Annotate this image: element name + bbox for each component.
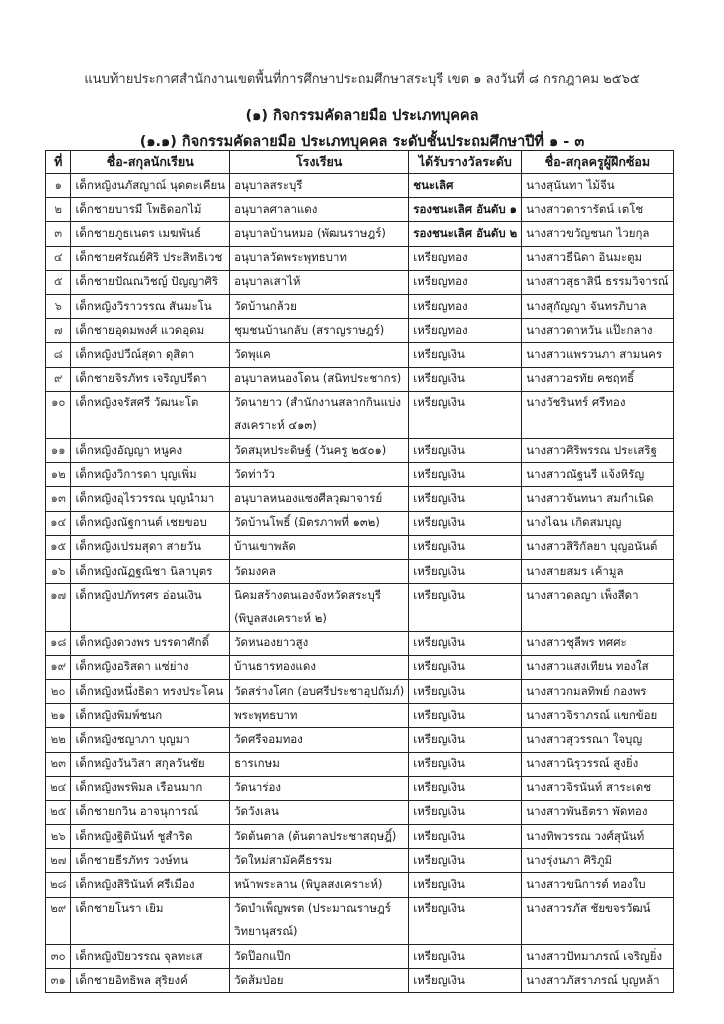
table-row bbox=[46, 487, 674, 511]
school-name: อนุบาลเสาไห้ bbox=[230, 270, 409, 294]
row-number: ๑๓ bbox=[46, 487, 71, 511]
award-level: เหรียญเงิน bbox=[409, 776, 522, 800]
award-level: เหรียญทอง bbox=[409, 246, 522, 270]
table-row bbox=[46, 800, 674, 824]
table-row bbox=[46, 294, 674, 318]
row-number: ๙ bbox=[46, 367, 71, 391]
student-name: เด็กหญิงปภัทรศร อ่อนเงิน bbox=[71, 584, 230, 608]
table-row bbox=[46, 825, 674, 849]
teacher-name: นางสาวดลญา เพ็งสีดา bbox=[522, 584, 673, 608]
teacher-name: นางสาวธีนิดา อินมะตูม bbox=[522, 246, 673, 270]
award-level: เหรียญเงิน bbox=[409, 367, 522, 391]
teacher-name: นางสาวแพรวนภา สามนคร bbox=[522, 343, 673, 367]
award-level: เหรียญทอง bbox=[409, 319, 522, 343]
row-number: ๒๗ bbox=[46, 849, 71, 873]
award-level: เหรียญเงิน bbox=[409, 439, 522, 463]
empty-cell bbox=[46, 607, 71, 631]
student-name: เด็กหญิงณัฐกานต์ เชยขอบ bbox=[71, 511, 230, 535]
row-number: ๒๕ bbox=[46, 800, 71, 824]
school-name-continuation: วิทยานุสรณ์) bbox=[230, 921, 409, 945]
teacher-name: นางสาวณัฐนรี แจ้งหิรัญ bbox=[522, 463, 673, 487]
teacher-name: นางสายสมร เค้ามูล bbox=[522, 560, 673, 584]
school-name: อนุบาลบ้านหมอ (พัฒนราษฎร์) bbox=[230, 222, 409, 246]
school-name: วัดส้มป่อย bbox=[230, 969, 409, 993]
table-row bbox=[46, 560, 674, 584]
teacher-name: นางสุนันทา ไม้จีน bbox=[522, 174, 673, 198]
teacher-name: นางสาวภัสราภรณ์ บุญหล้า bbox=[522, 969, 673, 993]
teacher-name: นางวัชรินทร์ ศรีทอง bbox=[522, 391, 673, 415]
table-row-continuation bbox=[46, 921, 674, 945]
school-name: วัดมงคล bbox=[230, 560, 409, 584]
award-level: เหรียญเงิน bbox=[409, 343, 522, 367]
table-header-row bbox=[46, 151, 674, 174]
school-name: นิคมสร้างตนเองจังหวัดสระบุรี bbox=[230, 584, 409, 608]
row-number: ๑๔ bbox=[46, 511, 71, 535]
table-row bbox=[46, 222, 674, 246]
row-number: ๒๖ bbox=[46, 825, 71, 849]
teacher-name: นางสาวสุวรรณา ใจบุญ bbox=[522, 728, 673, 752]
award-level: เหรียญทอง bbox=[409, 294, 522, 318]
row-number: ๕ bbox=[46, 270, 71, 294]
school-name: อนุบาลศาลาแดง bbox=[230, 198, 409, 222]
student-name: เด็กหญิงปิยวรรณ จุลทะเส bbox=[71, 945, 230, 969]
award-level: ชนะเลิศ bbox=[409, 174, 522, 198]
table-row bbox=[46, 655, 674, 679]
student-name: เด็กหญิงพิมพ์ชนก bbox=[71, 704, 230, 728]
row-number: ๒๔ bbox=[46, 776, 71, 800]
empty-cell bbox=[409, 921, 522, 945]
school-name: วัดสร่างโศก (อบศรีประชาอุปถัมภ์) bbox=[230, 679, 409, 703]
table-row bbox=[46, 439, 674, 463]
teacher-name: นางสาวดาหวัน แป๊ะกลาง bbox=[522, 319, 673, 343]
student-name: เด็กชายบารมี โพธิดอกไม้ bbox=[71, 198, 230, 222]
teacher-name: นางสาวนิรุวรรณ์ สูงยิ่ง bbox=[522, 752, 673, 776]
teacher-name: นางสาวจันทนา สมกำเนิด bbox=[522, 487, 673, 511]
award-level: เหรียญเงิน bbox=[409, 655, 522, 679]
student-name: เด็กหญิงเปรมสุดา สายวัน bbox=[71, 535, 230, 559]
student-name: เด็กชายโนรา เยิม bbox=[71, 897, 230, 921]
row-number: ๒๐ bbox=[46, 679, 71, 703]
award-level: เหรียญเงิน bbox=[409, 631, 522, 655]
award-level: รองชนะเลิศ อันดับ ๒ bbox=[409, 222, 522, 246]
award-level: เหรียญเงิน bbox=[409, 704, 522, 728]
award-level: เหรียญเงิน bbox=[409, 511, 522, 535]
table-row bbox=[46, 391, 674, 415]
table-row bbox=[46, 752, 674, 776]
school-name: อนุบาลหนองแซงศีลวุฒาจารย์ bbox=[230, 487, 409, 511]
school-name: วัดสมุหประดิษฐ์ (วันครู ๒๕๐๑) bbox=[230, 439, 409, 463]
table-row bbox=[46, 728, 674, 752]
student-name: เด็กหญิงดวงพร บรรดาศักดิ์ bbox=[71, 631, 230, 655]
table-row bbox=[46, 679, 674, 703]
row-number: ๖ bbox=[46, 294, 71, 318]
award-level: เหรียญเงิน bbox=[409, 728, 522, 752]
award-level: เหรียญเงิน bbox=[409, 873, 522, 897]
table-row bbox=[46, 945, 674, 969]
school-name: วัดป๊อกแป๊ก bbox=[230, 945, 409, 969]
table-row-continuation bbox=[46, 415, 674, 439]
teacher-name: นางสาวกมลทิพย์ กองพร bbox=[522, 679, 673, 703]
table-row bbox=[46, 463, 674, 487]
teacher-name: นางไฉน เกิดสมบุญ bbox=[522, 511, 673, 535]
student-name: เด็กหญิงพรพิมล เรือนมาก bbox=[71, 776, 230, 800]
table-row bbox=[46, 343, 674, 367]
school-name: บ้านเขาพลัด bbox=[230, 535, 409, 559]
teacher-name: นางสาวสิริกัลยา บุญอนันต์ bbox=[522, 535, 673, 559]
empty-cell bbox=[409, 607, 522, 631]
school-name: วัดบ้านโพธิ์ (มิตรภาพที่ ๑๓๒) bbox=[230, 511, 409, 535]
subsection-title: (๑.๑) กิจกรรมคัดลายมือ ประเภทบุคคล ระดับชั้นประถมศึกษาปีที่ ๑ - ๓ bbox=[139, 134, 585, 150]
table-row bbox=[46, 246, 674, 270]
teacher-name: นางสาวแสงเทียน ทองใส bbox=[522, 655, 673, 679]
table-row-continuation bbox=[46, 607, 674, 631]
student-name: เด็กชายจิรภัทร เจริญปรีดา bbox=[71, 367, 230, 391]
student-name: เด็กหญิงปวีณ์สุดา ดุสิตา bbox=[71, 343, 230, 367]
row-number: ๑๗ bbox=[46, 584, 71, 608]
table-row bbox=[46, 584, 674, 608]
row-number: ๗ bbox=[46, 319, 71, 343]
award-level: เหรียญเงิน bbox=[409, 897, 522, 921]
school-name: วัดหนองยาวสูง bbox=[230, 631, 409, 655]
empty-cell bbox=[46, 415, 71, 439]
row-number: ๑๒ bbox=[46, 463, 71, 487]
teacher-name: นางสาวสุธาสินี ธรรมวิจารณ์ bbox=[522, 270, 673, 294]
teacher-name: นางสาวอรทัย คชฤทธิ์ bbox=[522, 367, 673, 391]
row-number: ๓๐ bbox=[46, 945, 71, 969]
table-row bbox=[46, 174, 674, 198]
award-level: เหรียญเงิน bbox=[409, 584, 522, 608]
school-name-continuation: สงเคราะห์ ๔๑๓) bbox=[230, 415, 409, 439]
teacher-name: นางสาวศิริพรรณ ประเสริฐ bbox=[522, 439, 673, 463]
row-number: ๑๘ bbox=[46, 631, 71, 655]
student-name: เด็กชายปัณณวิชญ์ ปัญญาศิริ bbox=[71, 270, 230, 294]
row-number: ๒๑ bbox=[46, 704, 71, 728]
row-number: ๑๐ bbox=[46, 391, 71, 415]
empty-cell bbox=[522, 415, 673, 439]
student-name: เด็กหญิงหนึ่งธิดา ทรงประโคน bbox=[71, 679, 230, 703]
empty-cell bbox=[522, 921, 673, 945]
teacher-name: นางสาวพันธิตรา พัดทอง bbox=[522, 800, 673, 824]
table-body bbox=[46, 174, 674, 993]
student-name: เด็กหญิงวันวิสา สกุลวันชัย bbox=[71, 752, 230, 776]
empty-cell bbox=[409, 415, 522, 439]
table-row bbox=[46, 776, 674, 800]
school-name: ชุมชนบ้านกลับ (สราญราษฎร์) bbox=[230, 319, 409, 343]
award-level: เหรียญเงิน bbox=[409, 849, 522, 873]
school-name: วัดบำเพ็ญพรต (ประมาณราษฎร์ bbox=[230, 897, 409, 921]
teacher-name: นางสาวจิรนันท์ สาระเดช bbox=[522, 776, 673, 800]
student-name: เด็กหญิงอุไรวรรณ บุญนำมา bbox=[71, 487, 230, 511]
column-header-student: ชื่อ-สกุลนักเรียน bbox=[71, 151, 230, 174]
row-number: ๑ bbox=[46, 174, 71, 198]
school-name: วัดท่าวัว bbox=[230, 463, 409, 487]
teacher-name: นางสาวขนิการต์ ทองใบ bbox=[522, 873, 673, 897]
school-name: วัดนายาว (สำนักงานสลากกินแบ่ง bbox=[230, 391, 409, 415]
row-number: ๑๕ bbox=[46, 535, 71, 559]
empty-cell bbox=[522, 607, 673, 631]
student-name: เด็กหญิงวิการดา บุญเพิ่ม bbox=[71, 463, 230, 487]
teacher-name: นางสุกัญญา จันทรภิบาล bbox=[522, 294, 673, 318]
table-row bbox=[46, 535, 674, 559]
award-level: เหรียญเงิน bbox=[409, 800, 522, 824]
student-name: เด็กหญิงอัญญา หนูคง bbox=[71, 439, 230, 463]
row-number: ๒๙ bbox=[46, 897, 71, 921]
student-name: เด็กหญิงฐิตินันท์ ชูสำริด bbox=[71, 825, 230, 849]
school-name: อนุบาลวัดพระพุทธบาท bbox=[230, 246, 409, 270]
table-row bbox=[46, 270, 674, 294]
column-header-school: โรงเรียน bbox=[230, 151, 409, 174]
school-name: พระพุทธบาท bbox=[230, 704, 409, 728]
award-level: เหรียญเงิน bbox=[409, 945, 522, 969]
school-name: วัดวังเลน bbox=[230, 800, 409, 824]
row-number: ๑๑ bbox=[46, 439, 71, 463]
school-name: วัดพุแค bbox=[230, 343, 409, 367]
table-row bbox=[46, 969, 674, 993]
table-row bbox=[46, 873, 674, 897]
school-name: อนุบาลสระบุรี bbox=[230, 174, 409, 198]
empty-cell bbox=[71, 415, 230, 439]
row-number: ๒ bbox=[46, 198, 71, 222]
column-header-award: ได้รับรางวัลระดับ bbox=[409, 151, 522, 174]
school-name: บ้านธารทองแดง bbox=[230, 655, 409, 679]
student-name: เด็กชายธีรภัทร วงษ์ทน bbox=[71, 849, 230, 873]
empty-cell bbox=[46, 921, 71, 945]
table-row bbox=[46, 319, 674, 343]
student-name: เด็กชายอิทธิพล สุริยงค์ bbox=[71, 969, 230, 993]
student-name: เด็กชายกวิน อาจนุการณ์ bbox=[71, 800, 230, 824]
award-level: เหรียญเงิน bbox=[409, 560, 522, 584]
table-row bbox=[46, 511, 674, 535]
award-level: เหรียญเงิน bbox=[409, 969, 522, 993]
student-name: เด็กหญิงวิราวรรณ สันมะโน bbox=[71, 294, 230, 318]
student-name: เด็กหญิงอริสดา แซ่ย่าง bbox=[71, 655, 230, 679]
student-name: เด็กชายอุดมพงศ์ แวดอุดม bbox=[71, 319, 230, 343]
school-name: วัดใหม่สามัคคีธรรม bbox=[230, 849, 409, 873]
award-level: เหรียญเงิน bbox=[409, 487, 522, 511]
award-level: เหรียญทอง bbox=[409, 270, 522, 294]
row-number: ๒๓ bbox=[46, 752, 71, 776]
empty-cell bbox=[71, 921, 230, 945]
table-row bbox=[46, 849, 674, 873]
column-header-no: ที่ bbox=[46, 151, 71, 174]
school-name: วัดบ้านกล้วย bbox=[230, 294, 409, 318]
student-name: เด็กหญิงนภัสญาณ์ นุดตะเคียน bbox=[71, 174, 230, 198]
teacher-name: นางสาวดารารัตน์ เตโช bbox=[522, 198, 673, 222]
section-title: (๑) กิจกรรมคัดลายมือ ประเภทบุคคล bbox=[245, 108, 479, 124]
row-number: ๘ bbox=[46, 343, 71, 367]
student-name: เด็กหญิงจรัสศรี วัฒนะโต bbox=[71, 391, 230, 415]
school-name-continuation: (พิบูลสงเคราะห์ ๒) bbox=[230, 607, 409, 631]
empty-cell bbox=[71, 607, 230, 631]
award-level: เหรียญเงิน bbox=[409, 679, 522, 703]
row-number: ๓๑ bbox=[46, 969, 71, 993]
award-level: รองชนะเลิศ อันดับ ๑ bbox=[409, 198, 522, 222]
row-number: ๒๘ bbox=[46, 873, 71, 897]
award-level: เหรียญเงิน bbox=[409, 825, 522, 849]
award-level: เหรียญเงิน bbox=[409, 535, 522, 559]
table-row bbox=[46, 198, 674, 222]
school-name: ธารเกษม bbox=[230, 752, 409, 776]
award-level: เหรียญเงิน bbox=[409, 391, 522, 415]
row-number: ๔ bbox=[46, 246, 71, 270]
teacher-name: นางสาวชุลีพร ทศศะ bbox=[522, 631, 673, 655]
results-table bbox=[45, 150, 674, 993]
table-row bbox=[46, 631, 674, 655]
teacher-name: นางสาวขวัญชนก ไวยกุล bbox=[522, 222, 673, 246]
school-name: หน้าพระลาน (พิบูลสงเคราะห์) bbox=[230, 873, 409, 897]
award-level: เหรียญเงิน bbox=[409, 463, 522, 487]
student-name: เด็กหญิงชญาภา บุญมา bbox=[71, 728, 230, 752]
column-header-teacher: ชื่อ-สกุลครูผู้ฝึกซ้อม bbox=[522, 151, 673, 174]
teacher-name: นางทิพวรรณ วงศ์สุนันท์ bbox=[522, 825, 673, 849]
school-name: วัดนาร่อง bbox=[230, 776, 409, 800]
teacher-name: นางรุ่งนภา ศิริภูมิ bbox=[522, 849, 673, 873]
row-number: ๒๒ bbox=[46, 728, 71, 752]
table-row bbox=[46, 367, 674, 391]
school-name: อนุบาลหนองโดน (สนิทประชากร) bbox=[230, 367, 409, 391]
row-number: ๑๙ bbox=[46, 655, 71, 679]
table-row bbox=[46, 704, 674, 728]
award-level: เหรียญเงิน bbox=[409, 752, 522, 776]
teacher-name: นางสาวรภัส ชัยขจรวัฒน์ bbox=[522, 897, 673, 921]
row-number: ๑๖ bbox=[46, 560, 71, 584]
student-name: เด็กหญิงณัฏฐณิชา นิลาบุตร bbox=[71, 560, 230, 584]
school-name: วัดศรีจอมทอง bbox=[230, 728, 409, 752]
row-number: ๓ bbox=[46, 222, 71, 246]
teacher-name: นางสาวปัทมาภรณ์ เจริญยิ่ง bbox=[522, 945, 673, 969]
school-name: วัดต้นตาล (ต้นตาลประชาสฤษฎิ์) bbox=[230, 825, 409, 849]
table-row bbox=[46, 897, 674, 921]
annex-line: แนบท้ายประกาศสำนักงานเขตพื้นที่การศึกษาประถมศึกษาสระบุรี เขต ๑ ลงวันที่ ๘ กรกฎาคม ๒๕๖๕ bbox=[84, 72, 640, 87]
student-name: เด็กหญิงสิรินันท์ ศรีเมือง bbox=[71, 873, 230, 897]
teacher-name: นางสาวจิราภรณ์ แขกข้อย bbox=[522, 704, 673, 728]
student-name: เด็กชายศรัณย์ศิริ ประสิทธิเวช bbox=[71, 246, 230, 270]
student-name: เด็กชายภูธเนตร เมฆพันธ์ bbox=[71, 222, 230, 246]
